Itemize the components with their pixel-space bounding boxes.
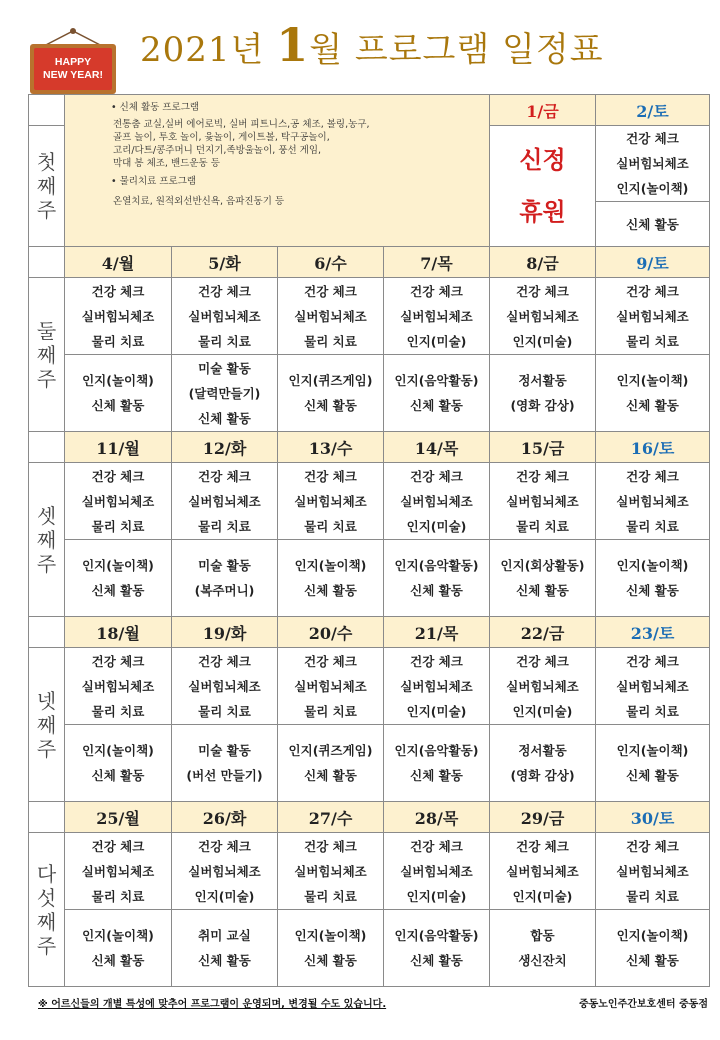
- activity-line: 건강 체크: [516, 468, 569, 484]
- activity-line: 인지(놀이책): [616, 373, 689, 388]
- week-label: [29, 463, 65, 617]
- activity-line: 생신잔치: [518, 953, 567, 968]
- activity-line: 실버힘뇌체조: [188, 863, 261, 879]
- activity-line: 건강 체크: [516, 838, 569, 854]
- week-label-char: 넷: [36, 688, 57, 713]
- info-line: 골프 놀이, 투호 놀이, 윷놀이, 게이트볼, 탁구공놀이,: [113, 132, 330, 143]
- week-label-char: 째: [36, 712, 57, 737]
- activity-cell-am: [278, 463, 384, 540]
- activity-line: 실버힘뇌체조: [400, 863, 473, 879]
- activity-line: 건강 체크: [410, 838, 463, 854]
- activity-cell-am: [596, 278, 710, 355]
- day-header: 8/금: [490, 247, 596, 278]
- activity-line: 신체 활동: [410, 768, 463, 783]
- activity-line: 신체 활동: [91, 583, 145, 598]
- week-label-blank: [29, 802, 65, 833]
- day-header: 15/금: [490, 432, 596, 463]
- activity-cell-pm: [278, 725, 384, 802]
- activity-line: 인지(놀이책): [616, 558, 689, 573]
- activity-line: 건강 체크: [410, 283, 463, 299]
- activity-line: 실버힘뇌체조: [81, 863, 155, 879]
- day-row: [29, 802, 710, 833]
- activity-line: 인지(음악활동): [394, 928, 479, 943]
- day-header: 19/화: [172, 617, 278, 648]
- day-header: 21/목: [384, 617, 490, 648]
- activity-line: 신체 활동: [410, 583, 463, 598]
- activity-line: 정서활동: [518, 373, 567, 388]
- day-header: 22/금: [490, 617, 596, 648]
- info-line: 전통춤 교실,실버 에어로빅, 실버 피트니스,공 체조, 볼링,농구,: [113, 119, 370, 130]
- activity-line: 물리 치료: [304, 333, 357, 349]
- activity-line: 물리 치료: [516, 518, 569, 534]
- week-label-char: 주: [36, 551, 57, 576]
- week-label-char: 섯: [36, 885, 57, 910]
- week-label: [29, 648, 65, 802]
- am-row: [29, 278, 710, 355]
- activity-line: 신체 활동: [626, 398, 679, 413]
- activity-line: 물리 치료: [198, 703, 251, 719]
- activity-cell-am: [278, 278, 384, 355]
- activity-cell-pm: [384, 355, 490, 432]
- activity-cell-am: [65, 463, 172, 540]
- info-header-1: • 신체 활동 프로그램: [111, 101, 481, 114]
- activity-cell-am: [278, 648, 384, 725]
- activity-cell-am: [490, 278, 596, 355]
- week-label-char: 둘: [36, 318, 57, 343]
- am-row: [29, 833, 710, 910]
- activity-cell-am: [384, 833, 490, 910]
- activity-cell-am: [384, 463, 490, 540]
- activity-line: 건강 체크: [626, 838, 679, 854]
- activity-line: 신체 활동: [304, 953, 357, 968]
- activity-line: 인지(놀이책): [82, 373, 154, 388]
- day-row: [29, 95, 710, 126]
- activity-line: 신체 활동: [198, 410, 251, 426]
- day-header-saturday: 23/토: [596, 617, 710, 648]
- activity-line: 신체 활동: [626, 768, 679, 783]
- activity-line: 건강 체크: [91, 653, 145, 669]
- activity-line: 신체 활동: [304, 398, 357, 413]
- activity-line: 실버힘뇌체조: [616, 156, 689, 171]
- activity-line: 실버힘뇌체조: [400, 493, 473, 509]
- week-label-blank: [29, 432, 65, 463]
- week-label-blank: [29, 617, 65, 648]
- day-header: 7/목: [384, 247, 490, 278]
- activity-line: 건강 체크: [626, 653, 679, 669]
- activity-line: 물리 치료: [626, 888, 679, 904]
- pm-row: [29, 910, 710, 987]
- activity-line: 인지(미술): [512, 703, 573, 719]
- activity-cell-pm: [65, 910, 172, 987]
- title-rest: 월 프로그램 일정표: [309, 30, 604, 70]
- activity-line: 실버힘뇌체조: [188, 308, 261, 324]
- week-label-blank: [29, 247, 65, 278]
- activity-cell-pm: [172, 725, 278, 802]
- day-header: 25/월: [65, 802, 172, 833]
- activity-line: 건강 체크: [304, 468, 357, 484]
- activity-line: 인지(미술): [194, 888, 255, 904]
- title-month: 1: [276, 18, 310, 72]
- activity-line: 신체 활동: [91, 953, 145, 968]
- activity-line: 인지(놀이책): [294, 928, 367, 943]
- activity-cell-pm: [172, 910, 278, 987]
- activity-cell-am: [596, 648, 710, 725]
- activity-cell-pm: [490, 910, 596, 987]
- center-name: 중동노인주간보호센터 중동점: [578, 999, 708, 1010]
- activity-cell-pm: [65, 540, 172, 617]
- activity-line: 건강 체크: [91, 838, 145, 854]
- activity-line: 물리 치료: [304, 888, 357, 904]
- week-label-char: 주: [36, 366, 57, 391]
- activity-line: 실버힘뇌체조: [616, 678, 689, 694]
- activity-line: 물리 치료: [91, 333, 145, 349]
- activity-line: 실버힘뇌체조: [616, 308, 689, 324]
- activity-cell-am: [384, 648, 490, 725]
- activity-cell-am: [596, 833, 710, 910]
- day-header-saturday: 30/토: [596, 802, 710, 833]
- activity-line: 건강 체크: [626, 283, 679, 299]
- activity-line: 건강 체크: [198, 653, 251, 669]
- day-header: 26/화: [172, 802, 278, 833]
- activity-cell-pm: [596, 725, 710, 802]
- activity-cell-pm: [65, 725, 172, 802]
- activity-line: 건강 체크: [91, 283, 145, 299]
- activity-line: 미술 활동: [198, 743, 251, 758]
- activity-line: 물리 치료: [198, 333, 251, 349]
- activity-cell-pm: [172, 540, 278, 617]
- activity-line: 건강 체크: [198, 283, 251, 299]
- activity-line: 실버힘뇌체조: [616, 493, 689, 509]
- week-label-char: 째: [36, 527, 57, 552]
- day-header: 1/금: [490, 95, 596, 126]
- page-title: [140, 18, 604, 72]
- activity-line: 미술 활동: [198, 360, 251, 376]
- activity-cell-am: [490, 833, 596, 910]
- week-label-char: 주: [36, 198, 57, 222]
- activity-line: 신체 활동: [626, 583, 679, 598]
- activity-cell-pm: [596, 355, 710, 432]
- activity-line: 물리 치료: [626, 333, 679, 349]
- activity-line: 신체 활동: [91, 398, 145, 413]
- activity-line: 인지(회상활동): [500, 558, 585, 573]
- activity-cell-pm: [384, 910, 490, 987]
- activity-line: 건강 체크: [304, 283, 357, 299]
- week-label-blank: [29, 95, 65, 126]
- activity-cell-pm: [278, 540, 384, 617]
- day-header: 18/월: [65, 617, 172, 648]
- activity-line: 인지(놀이책): [616, 928, 689, 943]
- activity-cell-am: [65, 278, 172, 355]
- day-header: 11/월: [65, 432, 172, 463]
- activity-cell-pm: [278, 355, 384, 432]
- activity-cell-am: [65, 648, 172, 725]
- info-line: 막대 봉 체조, 밴드운동 등: [113, 158, 220, 169]
- activity-line: 인지(놀이책): [616, 181, 689, 196]
- day-header: 20/수: [278, 617, 384, 648]
- activity-line: 물리 치료: [198, 518, 251, 534]
- day-header: 12/화: [172, 432, 278, 463]
- day-header: 28/목: [384, 802, 490, 833]
- activity-line: 인지(놀이책): [82, 743, 154, 758]
- activity-line: 신체 활동: [410, 398, 463, 413]
- activity-line: 신체 활동: [626, 953, 679, 968]
- week-label-char: 째: [36, 909, 57, 934]
- activity-line: 인지(미술): [406, 333, 467, 349]
- activity-line: 합동: [530, 928, 555, 943]
- activity-line: 인지(미술): [512, 333, 573, 349]
- day-header-saturday: 9/토: [596, 247, 710, 278]
- activity-line: 인지(미술): [406, 518, 467, 534]
- activity-cell-pm: [596, 540, 710, 617]
- activity-line: 실버힘뇌체조: [506, 308, 579, 324]
- activity-cell-am: [384, 278, 490, 355]
- activity-line: 실버힘뇌체조: [81, 678, 155, 694]
- week-label-char: 다: [36, 861, 57, 886]
- activity-line: 물리 치료: [91, 888, 145, 904]
- activity-line: 신체 활동: [304, 583, 357, 598]
- activity-line: 신체 활동: [198, 953, 251, 968]
- day-header: 13/수: [278, 432, 384, 463]
- activity-line: 신체 활동: [304, 768, 357, 783]
- activity-line: 건강 체크: [516, 653, 569, 669]
- week-label-char: 째: [36, 174, 57, 198]
- activity-line: 실버힘뇌체조: [294, 308, 367, 324]
- day-header: 4/월: [65, 247, 172, 278]
- activity-line: 정서활동: [518, 743, 567, 758]
- activity-cell-pm: [596, 202, 710, 247]
- activity-line: 신체 활동: [410, 953, 463, 968]
- activity-line: 실버힘뇌체조: [506, 678, 579, 694]
- activity-line: 실버힘뇌체조: [81, 308, 155, 324]
- activity-line: 인지(놀이책): [82, 928, 154, 943]
- activity-line: 인지(음악활동): [394, 558, 479, 573]
- sign-line-2: NEW YEAR!: [43, 69, 103, 81]
- page-header: [0, 0, 720, 92]
- sign-line-1: HAPPY: [54, 56, 92, 68]
- week-label-char: 째: [36, 342, 57, 367]
- activity-line: 실버힘뇌체조: [506, 863, 579, 879]
- day-header: 6/수: [278, 247, 384, 278]
- activity-line: 물리 치료: [91, 703, 145, 719]
- activity-cell-pm: [596, 910, 710, 987]
- activity-cell-pm: [490, 355, 596, 432]
- activity-line: 물리 치료: [626, 703, 679, 719]
- holiday-cell: [490, 126, 596, 247]
- week-label: [29, 278, 65, 432]
- activity-line: 인지(놀이책): [82, 558, 154, 573]
- activity-cell-am: [278, 833, 384, 910]
- activity-line: 건강 체크: [304, 653, 357, 669]
- activity-cell-pm: [384, 725, 490, 802]
- activity-line: 미술 활동: [198, 558, 251, 573]
- activity-line: 실버힘뇌체조: [188, 678, 261, 694]
- schedule-table: [28, 94, 710, 987]
- activity-cell-pm: [172, 355, 278, 432]
- activity-line: 인지(퀴즈게임): [288, 373, 373, 388]
- activity-line: 인지(퀴즈게임): [288, 743, 373, 758]
- activity-line: 실버힘뇌체조: [616, 863, 689, 879]
- activity-line: 취미 교실: [198, 928, 251, 943]
- day-row: [29, 432, 710, 463]
- activity-line: 건강 체크: [410, 653, 463, 669]
- activity-cell-pm: [65, 355, 172, 432]
- pm-row: [29, 725, 710, 802]
- am-row: [29, 463, 710, 540]
- activity-line: 신체 활동: [516, 583, 569, 598]
- program-info-box: [65, 95, 490, 247]
- activity-line: 실버힘뇌체조: [506, 493, 579, 509]
- activity-line: (영화 감상): [510, 398, 575, 413]
- activity-line: 인지(놀이책): [294, 558, 367, 573]
- footnote: ※ 어르신들의 개별 특성에 맞추어 프로그램이 운영되며, 변경될 수도 있습니다.: [38, 999, 387, 1010]
- activity-line: 인지(미술): [406, 703, 467, 719]
- info-header-2: • 물리치료 프로그램: [111, 175, 481, 188]
- title-year: 2021년: [140, 30, 277, 70]
- activity-line: 인지(음악활동): [394, 743, 479, 758]
- activity-cell-am: [65, 833, 172, 910]
- activity-line: 실버힘뇌체조: [294, 678, 367, 694]
- day-header: 14/목: [384, 432, 490, 463]
- activity-line: 건강 체크: [304, 838, 357, 854]
- activity-line: 건강 체크: [198, 468, 251, 484]
- activity-line: 실버힘뇌체조: [400, 308, 473, 324]
- activity-cell-am: [596, 126, 710, 202]
- activity-line: 물리 치료: [304, 518, 357, 534]
- day-header-saturday: 16/토: [596, 432, 710, 463]
- activity-line: 실버힘뇌체조: [188, 493, 261, 509]
- activity-line: 인지(미술): [512, 888, 573, 904]
- sign-board: [30, 44, 116, 94]
- happy-new-year-sign: [30, 28, 116, 86]
- activity-line: 인지(놀이책): [616, 743, 689, 758]
- am-row: [29, 648, 710, 725]
- activity-cell-am: [172, 833, 278, 910]
- activity-line: 건강 체크: [410, 468, 463, 484]
- activity-line: 실버힘뇌체조: [400, 678, 473, 694]
- activity-cell-am: [172, 463, 278, 540]
- pm-row: [29, 540, 710, 617]
- activity-cell-pm: [490, 540, 596, 617]
- activity-line: 물리 치료: [304, 703, 357, 719]
- day-header: 27/수: [278, 802, 384, 833]
- week-label: [29, 126, 65, 247]
- activity-line: (버선 만들기): [186, 768, 263, 783]
- activity-cell-am: [490, 463, 596, 540]
- week-label-char: 셋: [36, 503, 57, 528]
- day-row: [29, 247, 710, 278]
- pm-row: [29, 355, 710, 432]
- activity-line: 신체 활동: [91, 768, 145, 783]
- info-line: 온열치료, 원적외선반신욕, 음파진동기 등: [113, 196, 285, 207]
- holiday-text: 신정: [519, 146, 566, 174]
- activity-line: 건강 체크: [198, 838, 251, 854]
- activity-line: 실버힘뇌체조: [81, 493, 155, 509]
- week-label-char: 주: [36, 933, 57, 958]
- activity-cell-pm: [278, 910, 384, 987]
- week-label-char: 주: [36, 736, 57, 761]
- activity-line: 신체 활동: [626, 216, 679, 232]
- day-header: 5/화: [172, 247, 278, 278]
- week-label: [29, 833, 65, 987]
- activity-line: 실버힘뇌체조: [294, 863, 367, 879]
- activity-cell-pm: [490, 725, 596, 802]
- activity-line: 건강 체크: [626, 131, 679, 146]
- week-label-char: 첫: [36, 150, 57, 174]
- activity-cell-pm: [384, 540, 490, 617]
- activity-line: (복주머니): [194, 583, 255, 598]
- activity-line: 건강 체크: [626, 468, 679, 484]
- info-line: 고리/다트/콩주머니 던지기,족방울놀이, 풍선 게임,: [113, 145, 322, 156]
- day-header: 29/금: [490, 802, 596, 833]
- activity-line: 건강 체크: [516, 283, 569, 299]
- activity-line: (영화 감상): [510, 768, 575, 783]
- activity-line: 물리 치료: [626, 518, 679, 534]
- activity-cell-am: [490, 648, 596, 725]
- activity-cell-am: [596, 463, 710, 540]
- day-header-saturday: 2/토: [596, 95, 710, 126]
- activity-line: (달력만들기): [188, 385, 261, 401]
- day-row: [29, 617, 710, 648]
- activity-line: 인지(미술): [406, 888, 467, 904]
- activity-line: 건강 체크: [91, 468, 145, 484]
- activity-cell-am: [172, 278, 278, 355]
- activity-cell-am: [172, 648, 278, 725]
- activity-line: 실버힘뇌체조: [294, 493, 367, 509]
- holiday-text: 휴원: [519, 198, 566, 226]
- activity-line: 인지(음악활동): [394, 373, 479, 388]
- activity-line: 물리 치료: [91, 518, 145, 534]
